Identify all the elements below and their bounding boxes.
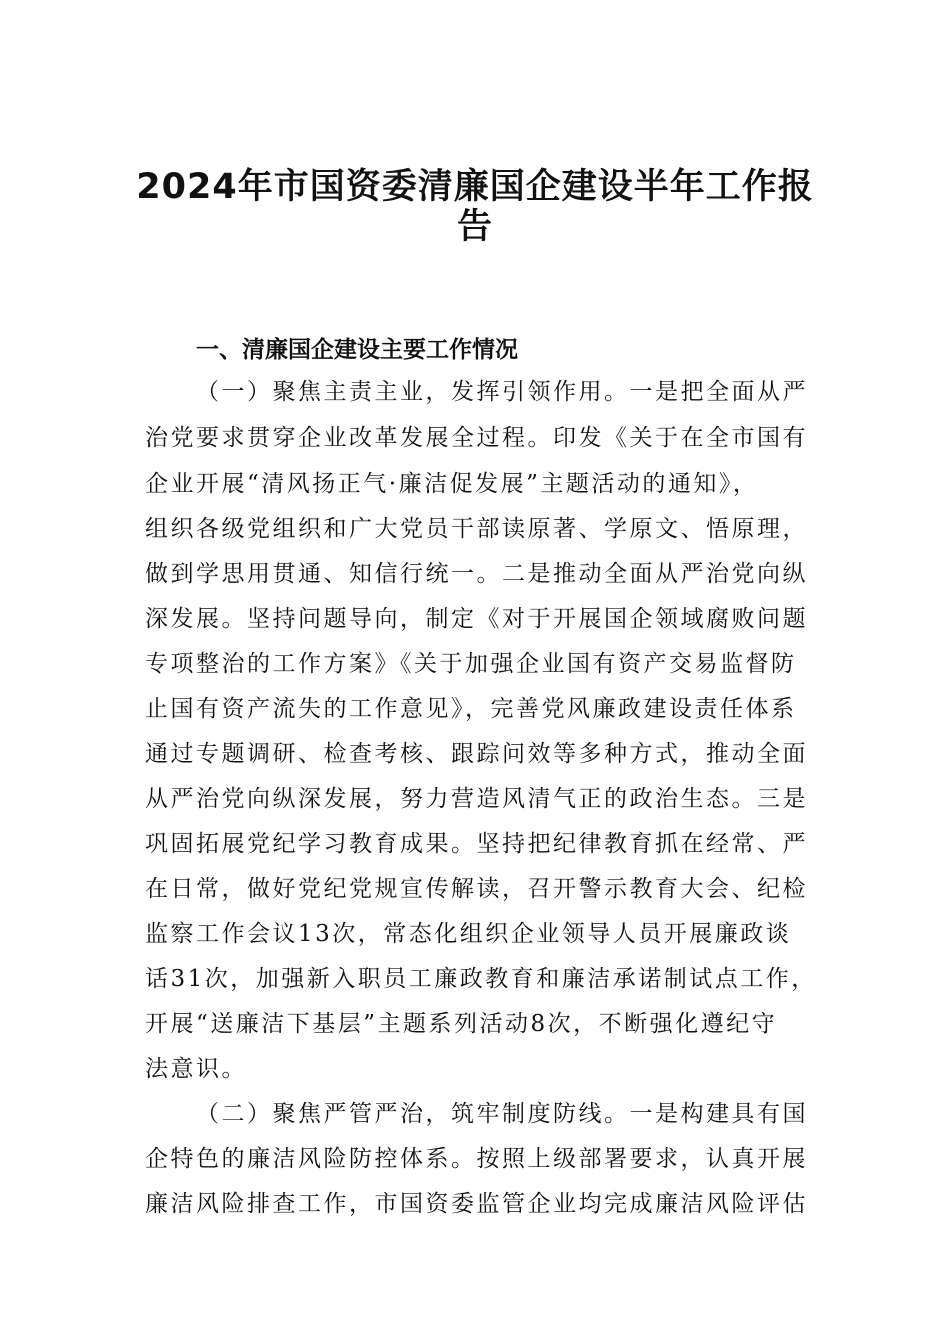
paragraph-line: （二）聚焦严管严治，筑牢制度防线。一是构建具有国: [196, 1101, 808, 1127]
paragraph-line: 深发展。坚持问题导向，制定《对于开展国企领域腐败问题: [145, 606, 808, 632]
paragraph-line: 在日常，做好党纪党规宣传解读，召开警示教育大会、纪检: [145, 876, 808, 902]
paragraph-line: 开展“送廉洁下基层”主题系列活动8次，不断强化遵纪守: [145, 1011, 778, 1037]
document-title-line1: 2024年市国资委清廉国企建设半年工作报: [136, 167, 814, 207]
paragraph-line: 止国有资产流失的工作意见》，完善党风廉政建设责任体系: [145, 696, 797, 722]
paragraph-line: 企业开展“清风扬正气·廉洁促发展”主题活动的通知》，: [145, 471, 759, 497]
paragraph-line: 专项整治的工作方案》《关于加强企业国有资产交易监督防: [145, 651, 797, 677]
paragraph-line: 企特色的廉洁风险防控体系。按照上级部署要求，认真开展: [145, 1146, 808, 1172]
paragraph-line: 话31次，加强新入职员工廉政教育和廉洁承诺制试点工作，: [145, 966, 817, 992]
paragraph-line: 法意识。: [145, 1056, 247, 1082]
paragraph-line: 通过专题调研、检查考核、跟踪问效等多种方式，推动全面: [145, 741, 808, 767]
paragraph-line: 廉洁风险排查工作，市国资委监管企业均完成廉洁风险评估: [145, 1191, 808, 1217]
paragraph-line: （一）聚焦主责主业，发挥引领作用。一是把全面从严: [196, 379, 808, 405]
document-title-line2: 告: [456, 207, 493, 247]
paragraph-line: 从严治党向纵深发展，努力营造风清气正的政治生态。三是: [145, 786, 808, 812]
paragraph-line: 做到学思用贯通、知信行统一。二是推动全面从严治党向纵: [145, 561, 808, 587]
section-heading: 一、清廉国企建设主要工作情况: [196, 337, 518, 363]
paragraph-line: 治党要求贯穿企业改革发展全过程。印发《关于在全市国有: [145, 425, 808, 451]
paragraph-line: 监察工作会议13次，常态化组织企业领导人员开展廉政谈: [145, 921, 792, 947]
paragraph-line: 巩固拓展党纪学习教育成果。坚持把纪律教育抓在经常、严: [145, 831, 808, 857]
paragraph-line: 组织各级党组织和广大党员干部读原著、学原文、悟原理，: [145, 516, 808, 542]
